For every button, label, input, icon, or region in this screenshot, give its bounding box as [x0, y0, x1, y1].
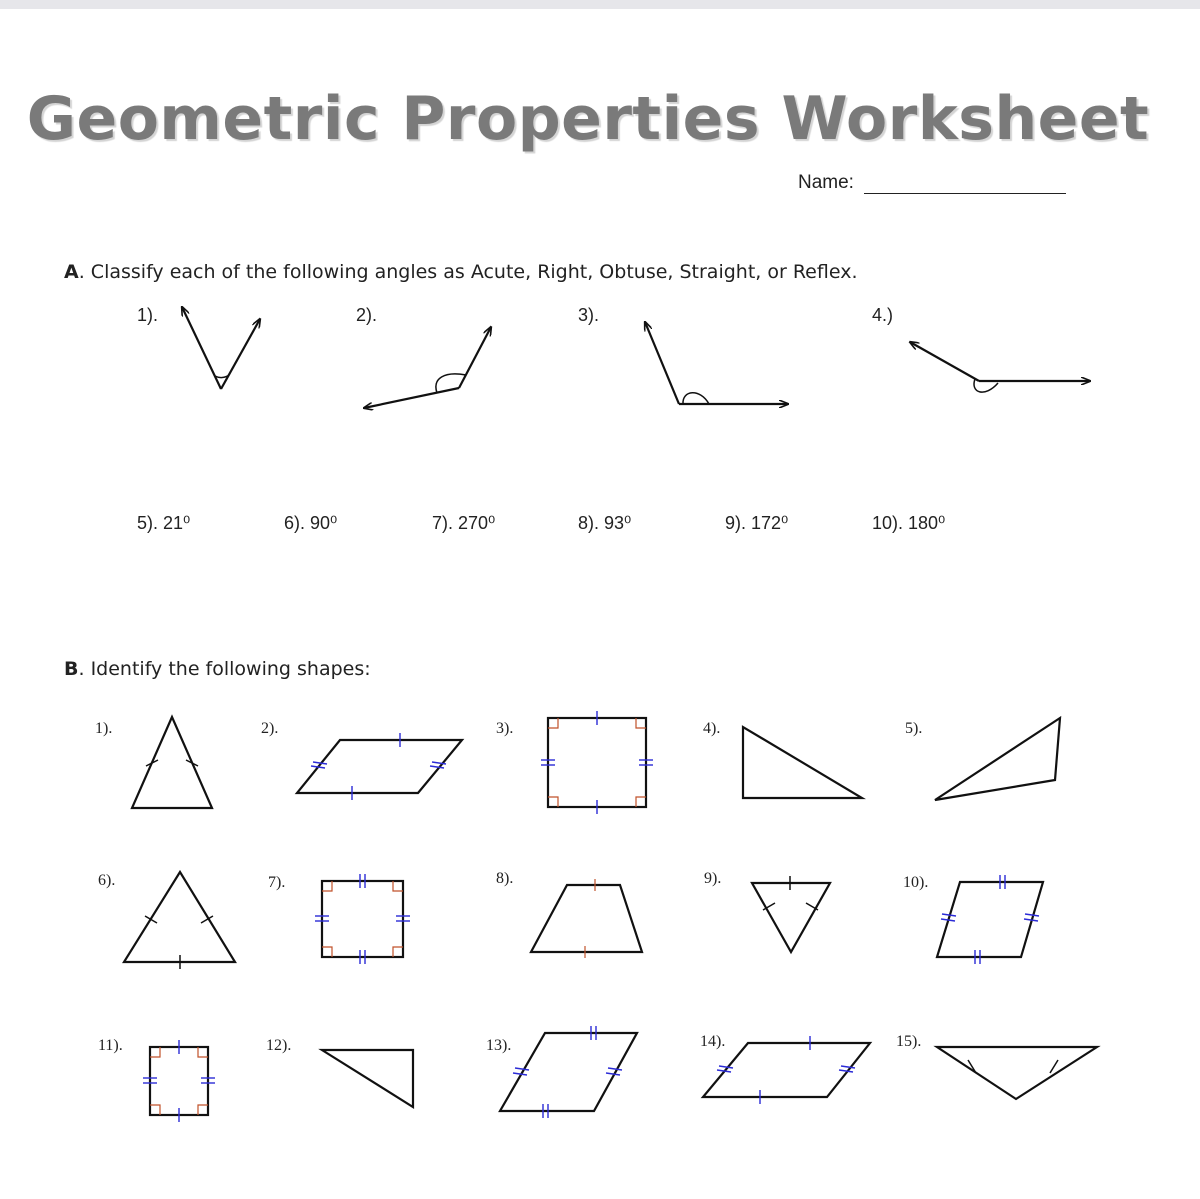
shape-label-6: 6). [98, 872, 116, 889]
shape-label-12: 12). [266, 1037, 292, 1054]
shape-label-15: 15). [896, 1033, 922, 1050]
shape-6-equilateral-triangle [124, 872, 235, 969]
shape-label-7: 7). [268, 874, 286, 891]
page-title: Geometric Properties Worksheet [26, 84, 1150, 154]
shape-label-4: 4). [703, 720, 721, 737]
angle-label-2: 2). [356, 305, 378, 325]
shape-1-isosceles-triangle [132, 717, 212, 808]
shape-label-11: 11). [98, 1037, 123, 1054]
shape-label-3: 3). [496, 720, 514, 737]
degree-item-10: 10). 180⁰ [872, 513, 946, 533]
angle-figure-2 [364, 327, 491, 408]
section-a-text: . Classify each of the following angles as Acute, Right, Obtuse, Straight, or Reflex. [78, 261, 858, 283]
shape-3-square [541, 711, 653, 814]
degree-item-7: 7). 270⁰ [432, 513, 496, 533]
section-a-letter: A [64, 261, 79, 283]
degree-item-8: 8). 93⁰ [578, 513, 632, 533]
angle-label-3: 3). [578, 305, 600, 325]
degree-item-9: 9). 172⁰ [725, 513, 789, 533]
angle-figure-4 [910, 342, 1090, 392]
shape-10-parallelogram [937, 875, 1043, 964]
shape-label-5: 5). [905, 720, 923, 737]
shape-label-10: 10). [903, 874, 929, 891]
shape-label-14: 14). [700, 1033, 726, 1050]
shape-label-9: 9). [704, 870, 722, 887]
shape-12-right-triangle [322, 1050, 413, 1107]
shape-label-2: 2). [261, 720, 279, 737]
section-b-letter: B [64, 658, 79, 680]
name-label: Name: [798, 172, 854, 193]
degree-item-6: 6). 90⁰ [284, 513, 338, 533]
angle-figure-3 [645, 322, 788, 404]
angle-label-1: 1). [137, 305, 159, 325]
shape-label-8: 8). [496, 870, 514, 887]
angle-figure-1 [182, 307, 260, 389]
shape-label-1: 1). [95, 720, 113, 737]
shape-8-trapezoid [531, 879, 642, 958]
shape-11-square [143, 1040, 215, 1122]
shape-14-parallelogram [703, 1036, 870, 1104]
degree-item-5: 5). 21⁰ [137, 513, 191, 533]
shape-13-rhombus [500, 1026, 637, 1118]
shape-4-right-triangle [743, 727, 862, 798]
section-b-text: . Identify the following shapes: [78, 658, 371, 680]
shape-label-13: 13). [486, 1037, 512, 1054]
angle-label-4: 4.) [872, 305, 894, 325]
shape-5-scalene-triangle [935, 718, 1060, 800]
shape-9-inverted-triangle [752, 876, 830, 952]
shape-2-parallelogram [297, 733, 462, 800]
shape-7-square [315, 874, 410, 964]
shape-15-isosceles-triangle [937, 1047, 1097, 1099]
